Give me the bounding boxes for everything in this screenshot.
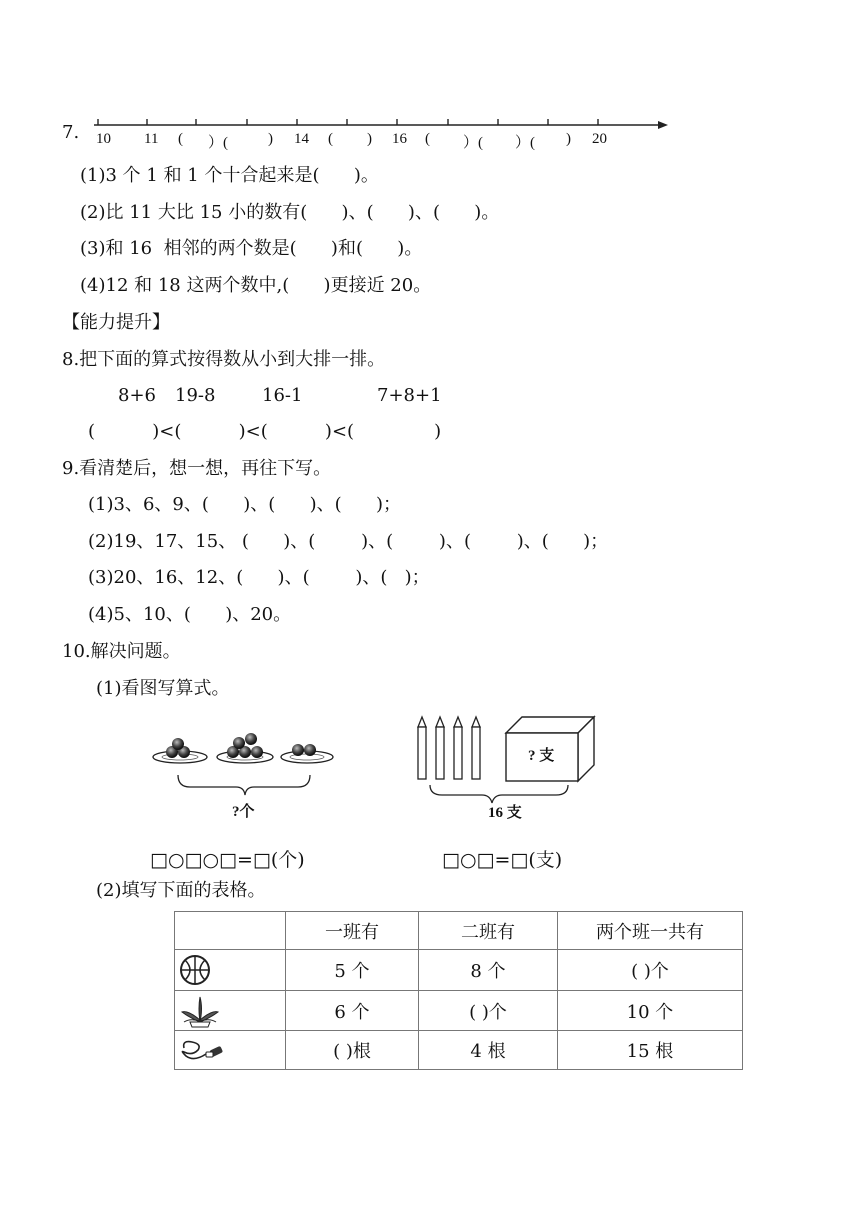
apples-plates-figure xyxy=(150,725,340,805)
table-header-row xyxy=(175,912,743,950)
plant-icon xyxy=(178,994,222,1028)
table-header-cell: 二班有 xyxy=(419,912,558,950)
table-cell: ( )根 xyxy=(286,1031,419,1070)
nl-label-paren: ）( xyxy=(463,135,483,151)
pencils-box-figure xyxy=(408,713,608,809)
q9-item-3: (3)20、16、12、( )、( )、( )； xyxy=(88,567,430,588)
nl-label-paren: ) xyxy=(566,131,571,147)
pencils-total-label: 16 支 xyxy=(488,805,522,821)
q10-title: 10.解决问题。 xyxy=(62,641,181,662)
q10-sub1: (1)看图写算式。 xyxy=(96,678,230,699)
box-label: ? 支 xyxy=(528,748,555,764)
table-cell: 5 个 xyxy=(286,950,419,991)
q9-item-4: (4)5、10、( )、20。 xyxy=(88,604,292,625)
apples-total-label: ?个 xyxy=(232,804,255,820)
q7-item-3: (3)和 16 相邻的两个数是( )和( )。 xyxy=(80,238,423,259)
plate-icon xyxy=(153,738,207,763)
q7-item-1: (1)3 个 1 和 1 个十合起来是( )。 xyxy=(80,165,379,186)
formula-apples: □○□○□=□(个) xyxy=(150,849,305,871)
table-header-cell: 一班有 xyxy=(286,912,419,950)
section-title: 【能力提升】 xyxy=(62,312,170,333)
pencil-icon xyxy=(418,717,480,779)
table-cell: 6 个 xyxy=(286,991,419,1031)
q8-expression: 19-8 xyxy=(175,385,216,406)
table-header-cell: 两个班一共有 xyxy=(558,912,743,950)
q9-item-2: (2)19、17、15、 ( )、( )、( )、( )、( )； xyxy=(88,531,609,552)
q8-answer-line: ( )<( )<( )<( ) xyxy=(88,421,442,442)
q7-item-2: (2)比 11 大比 15 小的数有( )、( )、( )。 xyxy=(80,202,500,223)
basketball-icon xyxy=(178,953,212,987)
table-header-cell xyxy=(175,912,286,950)
data-table xyxy=(174,911,743,1070)
table-row xyxy=(175,1031,743,1070)
table-cell: 8 个 xyxy=(419,950,558,991)
nl-label-10: 10 xyxy=(96,131,111,147)
table-row xyxy=(175,950,743,991)
jump-rope-icon xyxy=(178,1036,226,1064)
table-cell: 4 根 xyxy=(419,1031,558,1070)
table-row xyxy=(175,991,743,1031)
nl-label-paren: ( xyxy=(178,131,183,147)
table-cell: ( )个 xyxy=(558,950,743,991)
nl-label-16: 16 xyxy=(392,131,407,147)
formula-pencils: □○□=□(支) xyxy=(442,849,563,871)
q8-expression: 7+8+1 xyxy=(377,385,442,406)
nl-label-20: 20 xyxy=(592,131,607,147)
q7-number: 7. xyxy=(62,122,80,143)
q10-sub2: (2)填写下面的表格。 xyxy=(96,880,266,901)
nl-label-paren: ( xyxy=(425,131,430,147)
table-cell: ( )个 xyxy=(419,991,558,1031)
q9-title: 9.看清楚后，想一想，再往下写。 xyxy=(62,458,332,479)
table-cell: 15 根 xyxy=(558,1031,743,1070)
plate-icon xyxy=(217,733,273,763)
nl-label-paren: ) xyxy=(268,131,273,147)
q8-expression: 8+6 xyxy=(118,385,156,406)
q8-title: 8.把下面的算式按得数从小到大排一排。 xyxy=(62,349,386,370)
nl-label-paren: ( xyxy=(328,131,333,147)
q9-item-1: (1)3、6、9、( )、( )、( )； xyxy=(88,494,401,515)
number-line xyxy=(90,115,670,135)
nl-label-paren: ）( xyxy=(208,135,228,151)
q8-expression: 16-1 xyxy=(262,385,303,406)
nl-label-14: 14 xyxy=(294,131,309,147)
plate-icon xyxy=(281,744,333,763)
q7-item-4: (4)12 和 18 这两个数中,( )更接近 20。 xyxy=(80,275,432,296)
nl-label-11: 11 xyxy=(144,131,159,147)
nl-label-paren: ）( xyxy=(515,135,535,151)
nl-label-paren: ) xyxy=(367,131,372,147)
table-cell: 10 个 xyxy=(558,991,743,1031)
